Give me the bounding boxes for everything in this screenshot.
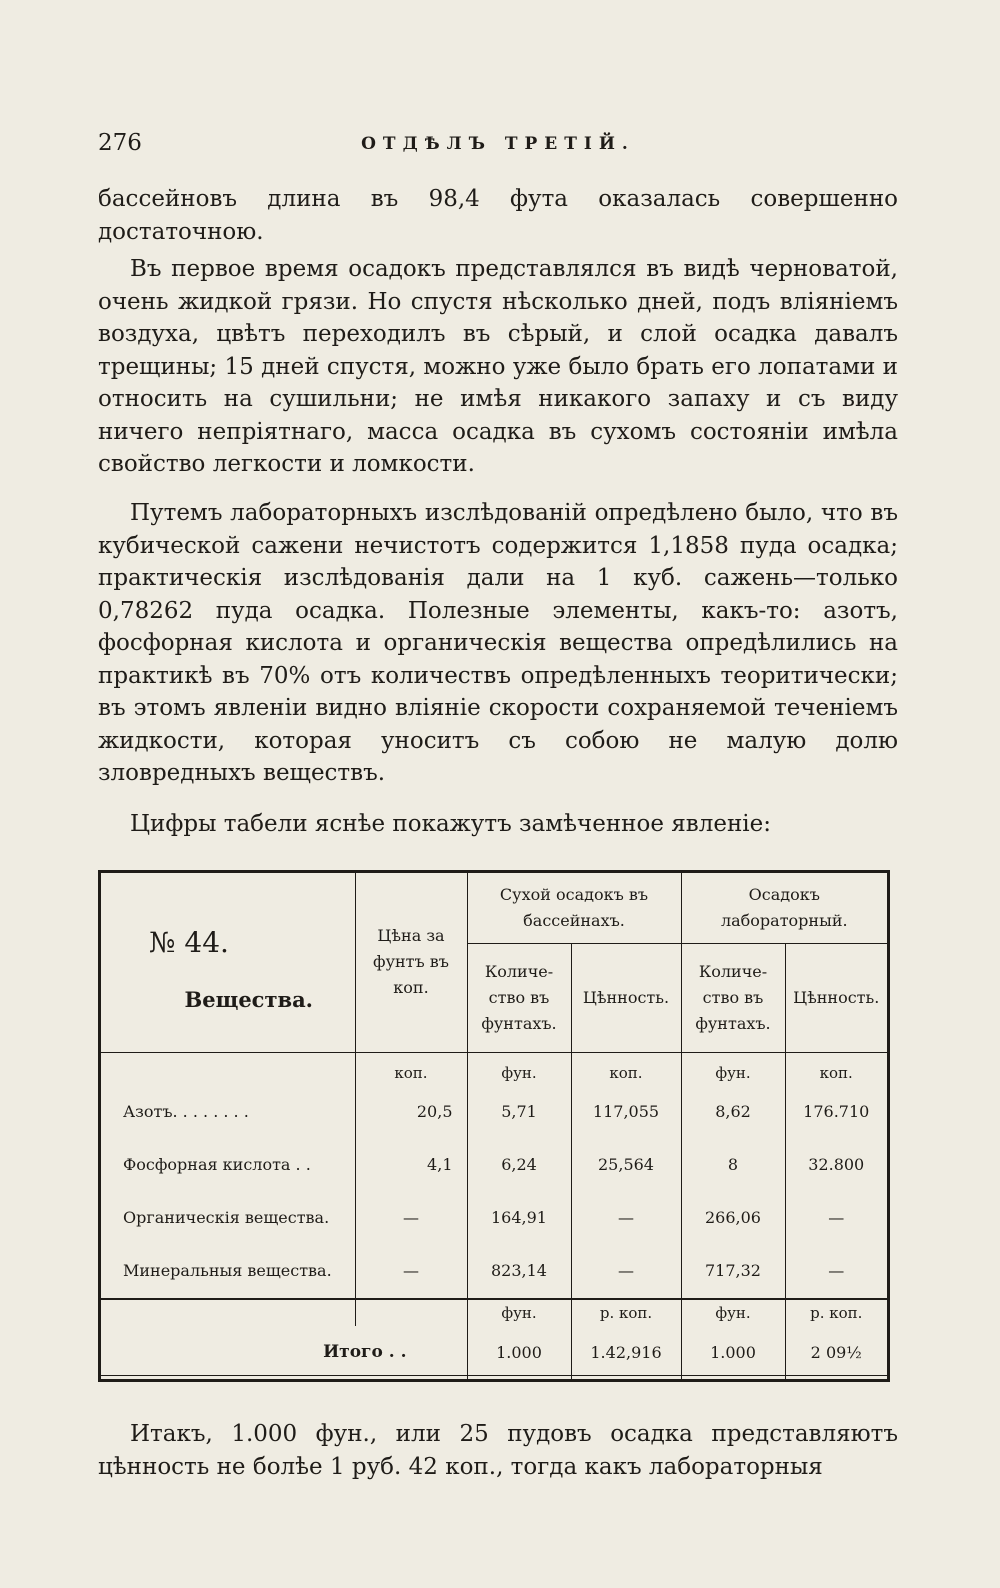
- dry-qty-header: Количество въ фунтахъ.: [467, 944, 571, 1053]
- total-lab-value: 2 09½: [785, 1326, 887, 1379]
- table-row: [101, 1244, 887, 1298]
- substance-name: Органическія вещества.: [123, 1208, 330, 1228]
- price-cell: —: [355, 1191, 467, 1244]
- unit-label: коп.: [785, 1062, 887, 1085]
- table-bottom-rule: [101, 1375, 887, 1376]
- unit-label: коп.: [355, 1062, 467, 1085]
- dry-value-cell: —: [571, 1191, 681, 1244]
- total-lab-qty: 1.000: [681, 1326, 785, 1379]
- total-dry-value: 1.42,916: [571, 1326, 681, 1379]
- paragraph-5: Итакъ, 1.000 фун., или 25 пудовъ осадка представляютъ цѣнность не болѣе 1 руб. 42 коп., тогда какъ лабораторныя: [98, 1421, 898, 1480]
- substance-name: Минеральныя вещества.: [123, 1261, 332, 1281]
- substances-header: Вещества.: [184, 987, 313, 1013]
- table-row: [101, 1191, 887, 1244]
- page-header: [98, 130, 898, 164]
- price-cell: 4,1: [355, 1138, 467, 1191]
- total-row: [101, 1326, 887, 1379]
- unit-label: фун.: [467, 1062, 571, 1085]
- price-cell: —: [355, 1244, 467, 1298]
- unit-label: р. коп.: [785, 1299, 887, 1326]
- total-dry-qty: 1.000: [467, 1326, 571, 1379]
- unit-label: фун.: [467, 1299, 571, 1326]
- unit-label: фун.: [681, 1062, 785, 1085]
- price-cell: 20,5: [355, 1085, 467, 1138]
- dry-qty-cell: 164,91: [467, 1191, 571, 1244]
- unit-label: коп.: [571, 1062, 681, 1085]
- dry-value-cell: —: [571, 1244, 681, 1298]
- lab-qty-header: Количество въ фунтахъ.: [681, 944, 785, 1053]
- running-head: ОТДѢЛЪ ТРЕТІЙ.: [361, 134, 635, 154]
- lab-value-cell: —: [785, 1244, 887, 1298]
- unit-label: фун.: [681, 1299, 785, 1326]
- dry-qty-cell: 6,24: [467, 1138, 571, 1191]
- dry-qty-cell: 5,71: [467, 1085, 571, 1138]
- dry-qty-cell: 823,14: [467, 1244, 571, 1298]
- dry-value-header: Цѣнность.: [571, 944, 681, 1053]
- paragraph-2: Въ первое время осадокъ представлялся въ видѣ черноватой, очень жидкой грязи. Но спустя нѣсколько дней, подъ вліяніемъ воздуха, цвѣтъ переходилъ въ сѣрый, и слой осадка давалъ трещины; 15 дней спустя, можно уже было брать его лопатами и относить на сушильни; не имѣя никакого запаху и съ виду ничего непріятнаго, масса осадка въ сухомъ состояніи имѣла свойство легкости и ломкости.: [98, 256, 898, 477]
- lab-value-cell: —: [785, 1191, 887, 1244]
- dry-sediment-header: Сухой осадокъ въ бассейнахъ.: [467, 873, 681, 944]
- page-number: 276: [98, 130, 142, 156]
- lab-qty-cell: 8: [681, 1138, 785, 1191]
- paragraph-1: бассейновъ длина въ 98,4 фута оказалась совершенно достаточною.: [98, 186, 898, 245]
- lab-qty-cell: 266,06: [681, 1191, 785, 1244]
- table-number: № 44.: [149, 926, 229, 960]
- dry-value-cell: 117,055: [571, 1085, 681, 1138]
- substance-name: Азотъ. . . . . . . .: [123, 1101, 249, 1121]
- price-header: Цѣна за фунтъ въ коп.: [355, 873, 467, 1052]
- data-table: [98, 870, 890, 1382]
- paragraph-3: Путемъ лабораторныхъ изслѣдованій опредѣлено было, что въ кубической сажени нечистотъ содержится 1,1858 пуда осадка; практическія изслѣдованія дали на 1 куб. сажень—только 0,78262 пуда осадка. Полезные элементы, какъ-то: азотъ, фосфорная кислота и органическія вещества опредѣлились на практикѣ въ 70% отъ количествъ опредѣленныхъ теоритически; въ этомъ явленіи видно вліяніе скорости сохраняемой теченіемъ жидкости, которая уноситъ съ собою не малую долю зловредныхъ веществъ.: [98, 500, 898, 786]
- lab-qty-cell: 8,62: [681, 1085, 785, 1138]
- substance-name: Фосфорная кислота . .: [123, 1154, 311, 1174]
- lab-value-cell: 32.800: [785, 1138, 887, 1191]
- paragraph-4: Цифры табели яснѣе покажутъ замѣченное явленіе:: [130, 811, 772, 837]
- total-label: Итого . .: [323, 1342, 407, 1363]
- table-row: [101, 1138, 887, 1191]
- lab-value-cell: 176.710: [785, 1085, 887, 1138]
- table-header-cell: [101, 873, 355, 1052]
- unit-label: р. коп.: [571, 1299, 681, 1326]
- lab-value-header: Цѣнность.: [785, 944, 887, 1053]
- lab-qty-cell: 717,32: [681, 1244, 785, 1298]
- lab-sediment-header: Осадокъ лабораторный.: [681, 873, 887, 944]
- table-row: [101, 1085, 887, 1138]
- dry-value-cell: 25,564: [571, 1138, 681, 1191]
